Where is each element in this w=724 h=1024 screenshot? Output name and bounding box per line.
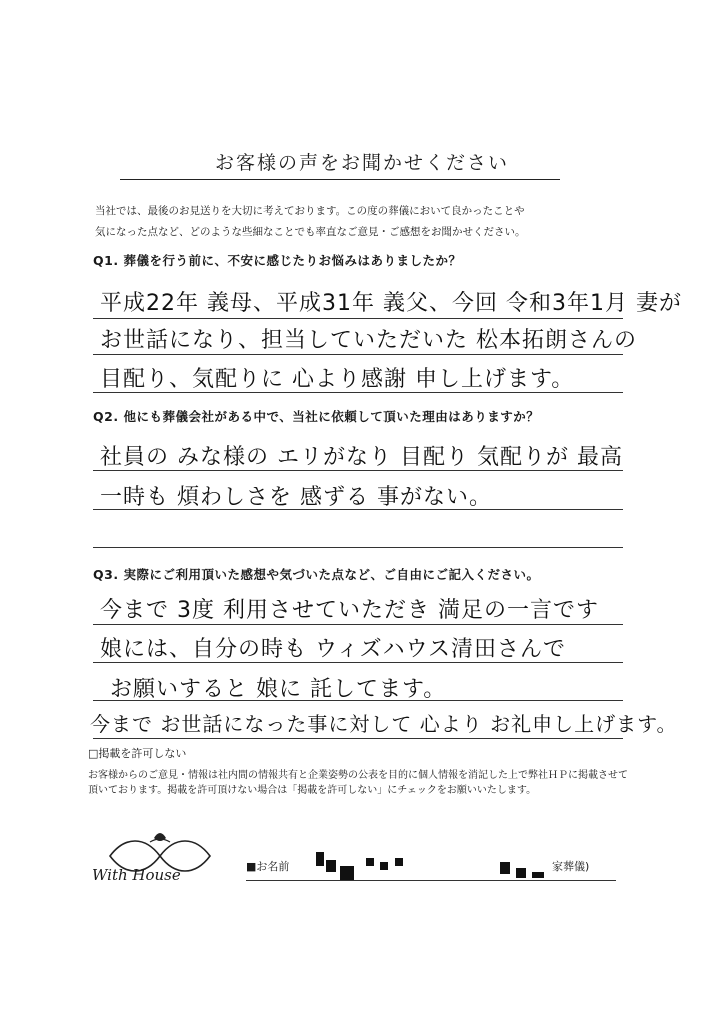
- question-1-label: Q1.: [93, 253, 119, 268]
- intro-line-1: 当社では、最後のお見送りを大切に考えております。この度の葬儀において良かったことや: [95, 205, 525, 217]
- question-3-label: Q3.: [93, 567, 119, 582]
- q3-answer-line-2: 娘には、自分の時も ウィズハウス清田さんで: [100, 637, 567, 662]
- no-publish-checkbox[interactable]: □掲載を許可しない: [88, 747, 187, 760]
- q2-rule-3: [93, 547, 623, 548]
- question-2-label: Q2.: [93, 409, 119, 424]
- q1-answer-line-1: 平成22年 義母、平成31年 義父、今回 令和3年1月 妻が: [100, 291, 682, 316]
- family-suffix: 家葬儀): [552, 860, 590, 873]
- title-underline: [120, 179, 560, 180]
- logo-wordmark: With House: [92, 866, 181, 884]
- consent-note-line-2: 頂いております。掲載を許可頂けない場合は「掲載を許可しない」にチェックをお願いいたします。: [88, 785, 537, 796]
- question-1-text: 葬儀を行う前に、不安に感じたりお悩みはありましたか？: [123, 253, 462, 268]
- q3-rule-4: [93, 738, 623, 739]
- q3-rule-1: [93, 624, 623, 625]
- q1-answer-line-3: 目配り、気配りに 心より感謝 申し上げます。: [100, 367, 575, 392]
- q2-rule-2: [93, 509, 623, 510]
- page-title: お客様の声をお聞かせください: [214, 152, 509, 174]
- question-3-text: 実際にご利用頂いた感想や気づいた点など、ご自由にご記入ください。: [123, 567, 540, 582]
- name-label: ■お名前: [246, 860, 290, 873]
- consent-note-line-1: お客様からのご意見・情報は社内間の情報共有と企業姿勢の公表を目的に個人情報を消記した上で弊社ＨＰに掲載させて: [88, 770, 628, 781]
- q3-answer-line-4: 今まで お世話になった事に対して 心より お礼申し上げます。: [90, 712, 678, 736]
- question-3: [93, 565, 539, 583]
- q3-rule-2: [93, 662, 623, 663]
- q3-answer-line-3: お願いすると 娘に 託してます。: [110, 677, 447, 702]
- consent-note: [88, 768, 648, 798]
- q1-rule-3: [93, 392, 623, 393]
- name-underline: [246, 880, 616, 881]
- question-2: [93, 407, 539, 425]
- q2-answer-line-1: 社員の みな様の エリがなり 目配り 気配りが 最高: [100, 445, 623, 470]
- q1-rule-1: [93, 318, 623, 319]
- q3-answer-line-1: 今まで 3度 利用させていただき 満足の一言です: [100, 598, 599, 623]
- q3-rule-3: [93, 700, 623, 701]
- q2-answer-line-2: 一時も 煩わしさを 感ずる 事がない。: [100, 485, 492, 510]
- question-2-text: 他にも葬儀会社がある中で、当社に依頼して頂いた理由はありますか？: [123, 409, 540, 424]
- question-1: [93, 251, 461, 269]
- q2-rule-1: [93, 470, 623, 471]
- intro-line-2: 気になった点など、どのような些細なことでも率直なご意見・ご感想をお聞かせください。: [95, 226, 526, 238]
- q1-rule-2: [93, 354, 623, 355]
- q1-answer-line-2: お世話になり、担当していただいた 松本拓朗さんの: [100, 328, 637, 353]
